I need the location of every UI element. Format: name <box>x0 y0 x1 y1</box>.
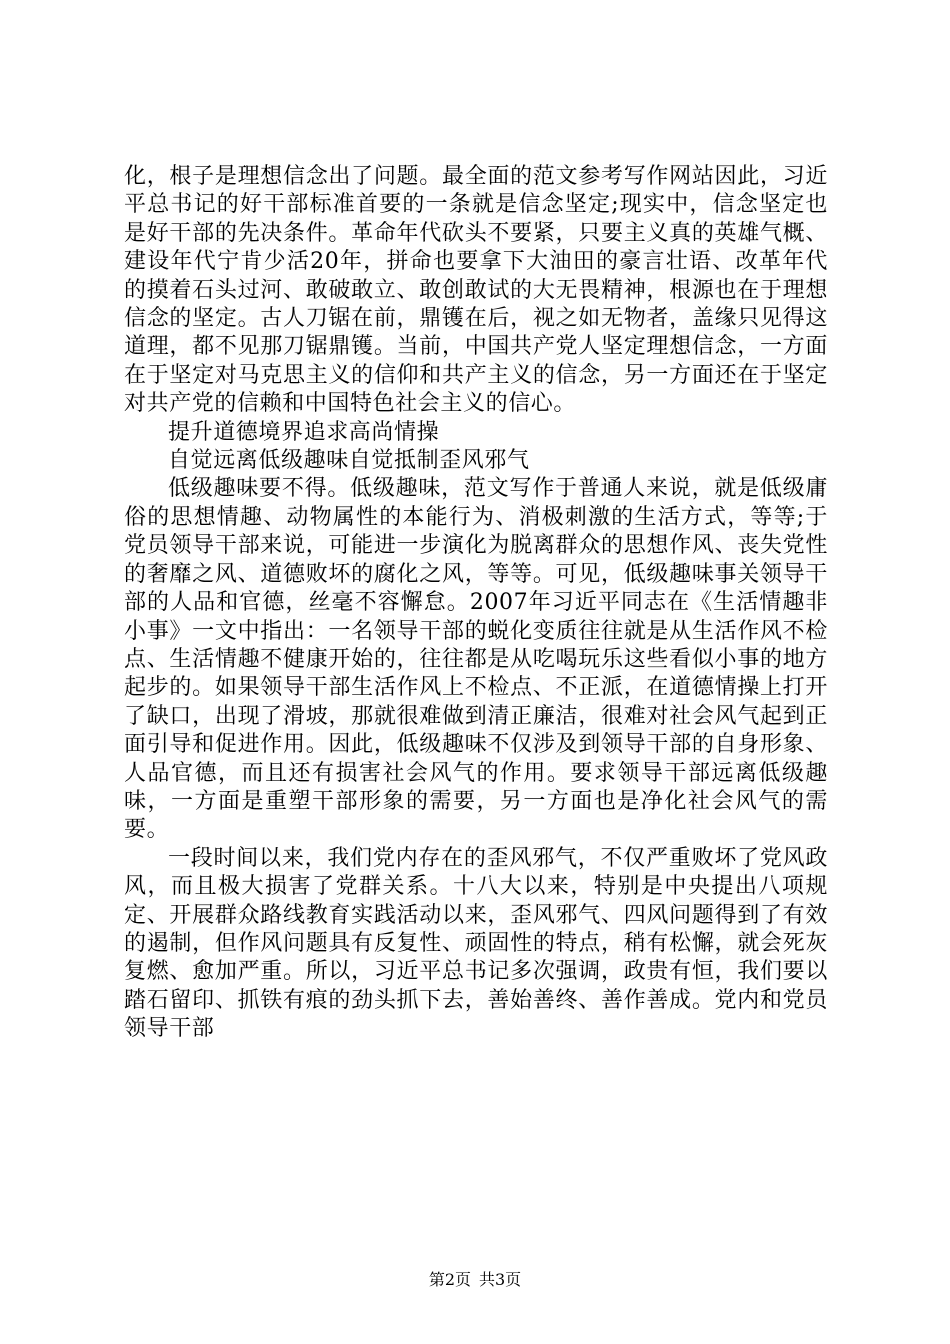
document-body <box>124 163 828 1044</box>
section-heading: 提升道德境界追求高尚情操 <box>168 419 440 445</box>
section-subheading: 自觉远离低级趣味自觉抵制歪风邪气 <box>168 448 530 474</box>
paragraph-unhealthy-trends: 一段时间以来，我们党内存在的歪风邪气，不仅严重败坏了党风政风，而且极大损害了党群关系。十八大以来，特别是中央提出八项规定、开展群众路线教育实践活动以来，歪风邪气、四风问题得到了有效的遏制，但作风问题具有反复性、顽固性的特点，稍有松懈，就会死灰复燃、愈加严重。所以，习近平总书记多次强调，政贵有恒，我们要以踏石留印、抓铁有痕的劲头抓下去，善始善终、善作善成。党内和党员领导干部 <box>124 845 828 1042</box>
paragraph-low-taste: 低级趣味要不得。低级趣味，范文写作于普通人来说，就是低级庸俗的思想情趣、动物属性的本能行为、消极刺激的生活方式，等等;于党员领导干部来说，可能进一步演化为脱离群众的思想作风、丧失党性的奢靡之风、道德败坏的腐化之风，等等。可见，低级趣味事关领导干部的人品和官德，丝毫不容懈怠。2007年习近平同志在《生活情趣非小事》一文中指出：一名领导干部的蜕化变质往往就是从生活作风不检点、生活情趣不健康开始的，往往都是从吃喝玩乐这些看似小事的地方起步的。如果领导干部生活作风上不检点、不正派，在道德情操上打开了缺口，出现了滑坡，那就很难做到清正廉洁，很难对社会风气起到正面引导和促进作用。因此，低级趣味不仅涉及到领导干部的自身形象、人品官德，而且还有损害社会风气的作用。要求领导干部远离低级趣味，一方面是重塑干部形象的需要，另一方面也是净化社会风气的需要。 <box>124 476 828 843</box>
paragraph-continued: 化，根子是理想信念出了问题。最全面的范文参考写作网站因此，习近平总书记的好干部标准首要的一条就是信念坚定;现实中，信念坚定也是好干部的先决条件。革命年代砍头不要紧，只要主义真的英雄气概、建设年代宁肯少活20年，拼命也要拿下大油田的豪言壮语、改革年代的摸着石头过河、敢破敢立、敢创敢试的大无畏精神，根源也在于理想信念的坚定。古人刀锯在前，鼎镬在后，视之如无物者，盖缘只见得这道理，都不见那刀锯鼎镬。当前，中国共产党人坚定理想信念，一方面在于坚定对马克思主义的信仰和共产主义的信念，另一方面还在于坚定对共产党的信赖和中国特色社会主义的信心。 <box>124 164 828 417</box>
page-number: 第2页 <box>428 1270 471 1289</box>
page-total: 共3页 <box>479 1270 522 1289</box>
page-footer <box>0 1270 950 1290</box>
